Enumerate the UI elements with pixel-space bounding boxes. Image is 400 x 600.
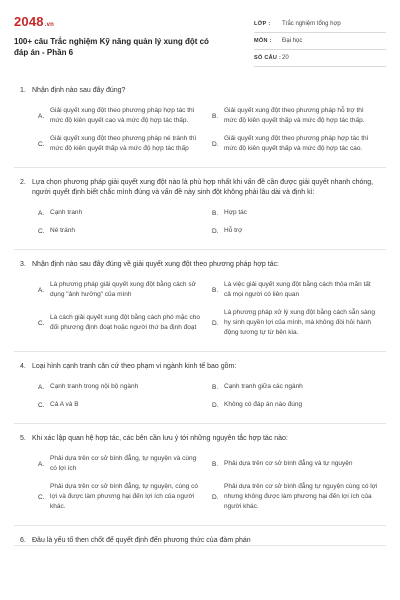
logo-tld: .vn: [44, 22, 55, 28]
option-text: Phải dựa trên cơ sở bình đẳng, tự nguyện và cùng có lợi ích: [50, 455, 197, 472]
option-text: Hỗ trợ: [224, 227, 243, 234]
answer-option-a[interactable]: [38, 378, 212, 396]
option-text: Giải quyết xung đột theo phương pháp né tránh thì mức độ kiên quyết thấp và mức độ hợp tác thấp: [50, 135, 197, 152]
option-letter: A.: [38, 383, 45, 391]
answer-option-b[interactable]: [212, 204, 386, 222]
option-letter: A.: [38, 286, 45, 294]
answer-option-d[interactable]: [212, 304, 386, 342]
option-letter: A.: [38, 460, 45, 468]
meta-row-subject: [254, 33, 386, 50]
question-number: 5.: [20, 435, 26, 442]
option-text: Cạnh tranh: [50, 209, 83, 216]
answer-options: [14, 102, 386, 158]
option-text: Né tránh: [50, 227, 75, 234]
option-letter: D.: [212, 493, 219, 501]
option-letter: B.: [212, 112, 219, 120]
answer-option-a[interactable]: [38, 204, 212, 222]
question-body: Lựa chọn phương pháp giải quyết xung đột nào là phù hợp nhất khi vấn đề cần được giải quyết nhanh chóng, người quyết định biết chắc mình đúng và vấn đề này sinh đột không phải lâu dài và định kì:: [32, 179, 374, 196]
option-text: Giải quyết xung đột theo phương pháp hợp tác thì mức độ kiên quyết cao và mức độ hợp tác thấp.: [50, 107, 195, 124]
option-letter: D.: [212, 319, 219, 327]
answer-option-d[interactable]: [212, 222, 386, 240]
question-number: 1.: [20, 87, 26, 94]
question-body: Loại hình cạnh tranh căn cứ theo phạm vi ngành kinh tế bao gồm:: [32, 363, 237, 370]
answer-option-b[interactable]: [212, 378, 386, 396]
question-text: [14, 434, 386, 444]
option-text: Phải dựa trên cơ sở bình đẳng tự nguyện cùng có lợi nhưng không được làm phương hại đến lợi ích của người khác.: [224, 483, 378, 510]
question-body: Khi xác lập quan hệ hợp tác, các bên cần lưu ý tới những nguyên tắc hợp tác nào:: [32, 435, 288, 442]
option-letter: C.: [38, 401, 45, 409]
question-1: [14, 76, 386, 168]
option-letter: B.: [212, 460, 219, 468]
meta-row-count: [254, 50, 386, 67]
option-letter: C.: [38, 140, 45, 148]
answer-option-c[interactable]: [38, 222, 212, 240]
question-text: [14, 178, 386, 198]
meta-key: LỚP :: [254, 21, 271, 27]
question-6: [14, 526, 386, 546]
question-body: Đâu là yếu tố then chốt để quyết định đến phương thức của đàm phán: [32, 537, 251, 544]
site-logo[interactable]: [14, 14, 224, 29]
question-2: [14, 168, 386, 250]
answer-options: [14, 450, 386, 516]
answer-options: [14, 204, 386, 240]
option-text: Phải dựa trên cơ sở bình đẳng và tự nguyện: [224, 460, 353, 467]
page-title: 100+ câu Trắc nghiệm Kỹ năng quản lý xung đột có đáp án - Phần 6: [14, 37, 209, 57]
answer-option-d[interactable]: [212, 478, 386, 516]
header-left: [14, 14, 224, 58]
option-text: Là việc giải quyết xung đột bằng cách thỏa mãn tất cả mọi người có liên quan: [224, 281, 371, 298]
option-letter: A.: [38, 112, 45, 120]
answer-option-c[interactable]: [38, 304, 212, 342]
option-text: Là phương pháp giải quyết xung đột bằng cách sử dụng "ảnh hưởng" của mình: [50, 281, 196, 298]
meta-table: [254, 16, 386, 67]
question-number: 2.: [20, 179, 26, 186]
option-letter: D.: [212, 140, 219, 148]
option-letter: C.: [38, 319, 45, 327]
option-letter: C.: [38, 227, 45, 235]
option-letter: D.: [212, 227, 219, 235]
question-text: [14, 260, 386, 270]
worksheet-header: [14, 14, 386, 76]
question-number: 4.: [20, 363, 26, 370]
meta-key: MÔN :: [254, 38, 272, 44]
question-body: Nhận định nào sau đây đúng?: [32, 87, 126, 94]
option-text: Cả A và B: [50, 401, 79, 408]
question-text: [14, 536, 386, 546]
option-text: Cạnh tranh giữa các ngành: [224, 383, 303, 390]
meta-value: 20: [282, 55, 289, 61]
option-text: Giải quyết xung đột theo phương pháp hợp tác thì mức độ kiên quyết thấp và mức độ hợp tác cao.: [224, 135, 369, 152]
meta-row-class: [254, 16, 386, 33]
question-text: [14, 362, 386, 372]
question-4: [14, 352, 386, 424]
answer-options: [14, 378, 386, 414]
answer-option-c[interactable]: [38, 396, 212, 414]
option-text: Là phương pháp xử lý xung đột bằng cách sẵn sàng hy sinh quyền lợi của mình, mà không đòi hỏi hành động tương tự từ bên kia.: [224, 309, 376, 336]
meta-value: Đại học: [282, 38, 303, 44]
question-5: [14, 424, 386, 526]
option-letter: C.: [38, 493, 45, 501]
question-text: [14, 86, 386, 96]
question-body: Nhận định nào sau đây đúng về giải quyết xung đột theo phương pháp hợp tác:: [32, 261, 279, 268]
answer-option-c[interactable]: [38, 130, 212, 158]
meta-key: SỐ CÂU :: [254, 55, 282, 61]
option-text: Giải quyết xung đột theo phương pháp hỗ trợ thì mức độ kiên quyết thấp và mức độ hợp tác thấp.: [224, 107, 365, 124]
answer-option-a[interactable]: [38, 450, 212, 478]
answer-option-b[interactable]: [212, 276, 386, 304]
meta-value: Trắc nghiệm tổng hợp: [282, 21, 341, 27]
question-3: [14, 250, 386, 352]
option-text: Là cách giải quyết xung đột bằng cách phó mặc cho đối phương định đoạt hoặc người thứ ba định đoạt: [50, 314, 200, 331]
option-letter: A.: [38, 209, 45, 217]
option-letter: B.: [212, 209, 219, 217]
answer-option-a[interactable]: [38, 102, 212, 130]
question-number: 6.: [20, 537, 26, 544]
option-text: Cạnh tranh trong nội bộ ngành: [50, 383, 139, 390]
answer-option-b[interactable]: [212, 450, 386, 478]
logo-name: 2048: [14, 14, 44, 29]
option-letter: B.: [212, 383, 219, 391]
option-text: Hợp tác: [224, 209, 248, 216]
answer-option-d[interactable]: [212, 130, 386, 158]
answer-option-c[interactable]: [38, 478, 212, 516]
option-text: Không có đáp án nào đúng: [224, 401, 303, 408]
answer-option-d[interactable]: [212, 396, 386, 414]
option-letter: D.: [212, 401, 219, 409]
question-number: 3.: [20, 261, 26, 268]
answer-options: [14, 276, 386, 342]
option-text: Phải dựa trên cơ sở bình đẳng, tự nguyện, cùng có lợi và được làm phương hại đến lợi ích của người khác.: [50, 483, 199, 510]
answer-option-a[interactable]: [38, 276, 212, 304]
answer-option-b[interactable]: [212, 102, 386, 130]
option-letter: B.: [212, 286, 219, 294]
